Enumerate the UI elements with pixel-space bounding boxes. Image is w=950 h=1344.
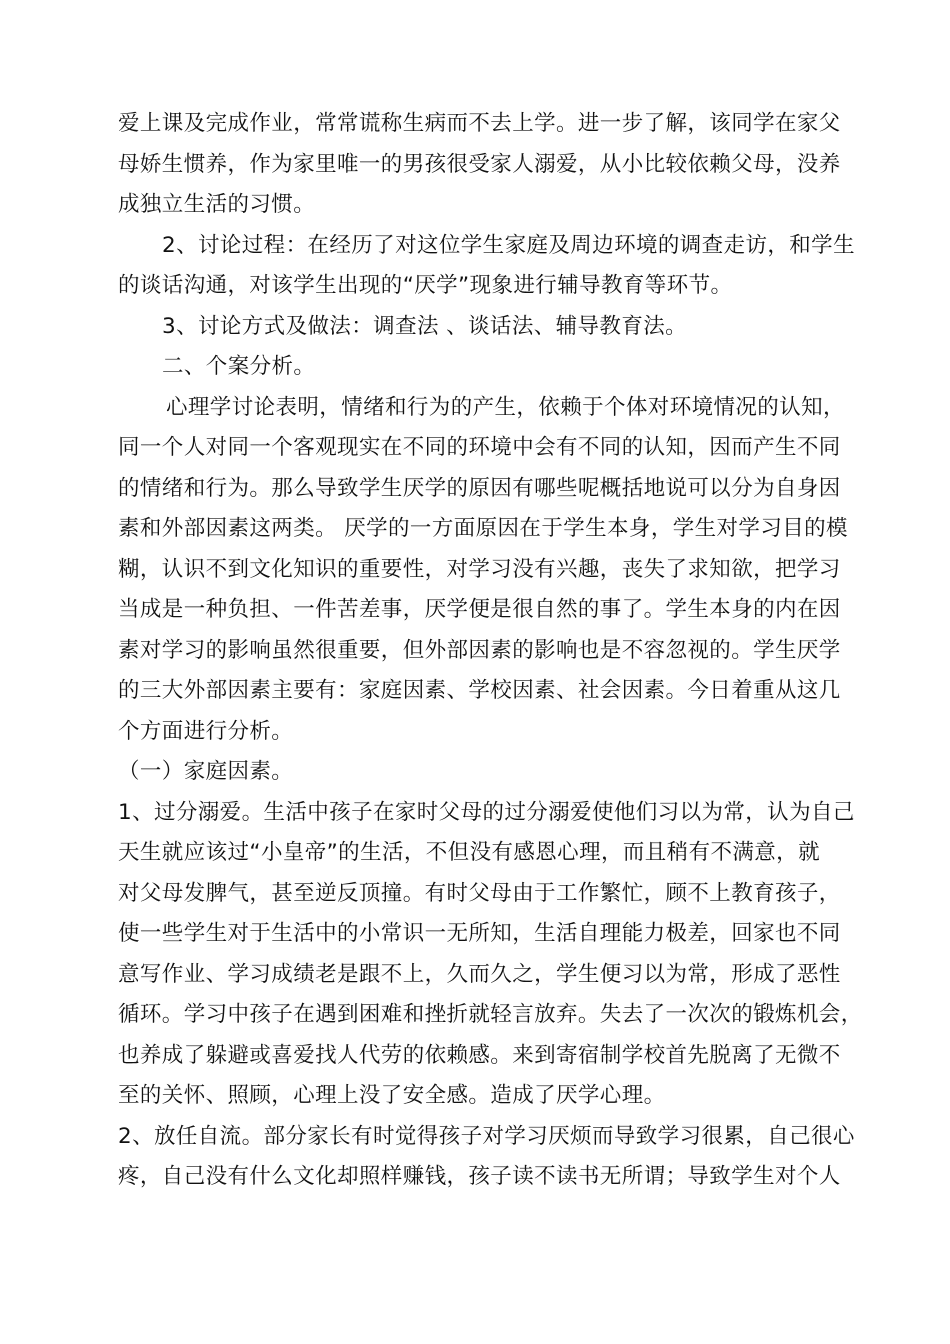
text-line: 天生就应该过“小皇帝”的生活，不但没有感恩心理，而且稍有不满意，就: [118, 840, 820, 865]
text-line: 的谈话沟通，对该学生出现的“厌学”现象进行辅导教育等环节。: [118, 273, 733, 298]
text-line: 1、过分溺爱。生活中孩子在家时父母的过分溺爱使他们习以为常，认为自己: [118, 799, 855, 825]
text-line: 3、讨论方式及做法：调查法 、谈话法、辅导教育法。: [162, 313, 688, 339]
text-line: 素对学习的影响虽然很重要，但外部因素的影响也是不容忽视的。学生厌学: [118, 637, 841, 663]
text-line: 同一个人对同一个客观现实在不同的环境中会有不同的认知，因而产生不同: [118, 435, 841, 460]
text-line: 2、放任自流。部分家长有时觉得孩子对学习厌烦而导致学习很累，自己很心: [118, 1123, 855, 1149]
text-line: 个方面进行分析。: [118, 718, 294, 744]
text-line: 疼，自己没有什么文化却照样赚钱，孩子读不读书无所谓；导致学生对个人: [118, 1164, 841, 1189]
text-line: 循环。学习中孩子在遇到困难和挫折就轻言放弃。失去了一次次的锻炼机会，: [118, 1002, 863, 1027]
text-line: 心理学讨论表明，情绪和行为的产生，依赖于个体对环境情况的认知，: [166, 394, 845, 420]
text-line: 使一些学生对于生活中的小常识一无所知，生活自理能力极差，回家也不同: [118, 921, 841, 946]
text-line: 2、讨论过程：在经历了对这位学生家庭及周边环境的调查走访，和学生: [162, 232, 855, 258]
body-text: [118, 104, 870, 1198]
text-line: 母娇生惯养，作为家里唯一的男孩很受家人溺爱，从小比较依赖父母，没养: [118, 151, 841, 177]
text-line: 的三大外部因素主要有：家庭因素、学校因素、社会因素。今日着重从这几: [118, 678, 841, 703]
text-line: 的情绪和行为。那么导致学生厌学的原因有哪些呢概括地说可以分为自身因: [118, 475, 841, 501]
text-line: 也养成了躲避或喜爱找人代劳的依赖感。来到寄宿制学校首先脱离了无微不: [118, 1042, 841, 1068]
subsection-heading: （一）家庭因素。: [118, 759, 294, 784]
text-line: 素和外部因素这两类。 厌学的一方面原因在于学生本身，学生对学习目的模: [118, 516, 848, 541]
text-line: 对父母发脾气，甚至逆反顶撞。有时父母由于工作繁忙，顾不上教育孩子，: [118, 880, 841, 906]
text-line: 至的关怀、照顾，心理上没了安全感。造成了厌学心理。: [118, 1083, 666, 1108]
text-line: 意写作业、学习成绩老是跟不上，久而久之，学生便习以为常，形成了恶性: [118, 961, 841, 987]
section-heading: 二、个案分析。: [162, 354, 316, 379]
text-line: 糊，认识不到文化知识的重要性，对学习没有兴趣，丧失了求知欲，把学习: [118, 556, 841, 582]
text-line: 当成是一种负担、一件苦差事，厌学便是很自然的事了。学生本身的内在因: [118, 597, 841, 622]
text-line: 爱上课及完成作业，常常谎称生病而不去上学。进一步了解，该同学在家父: [118, 111, 841, 136]
text-line: 成独立生活的习惯。: [118, 192, 316, 217]
